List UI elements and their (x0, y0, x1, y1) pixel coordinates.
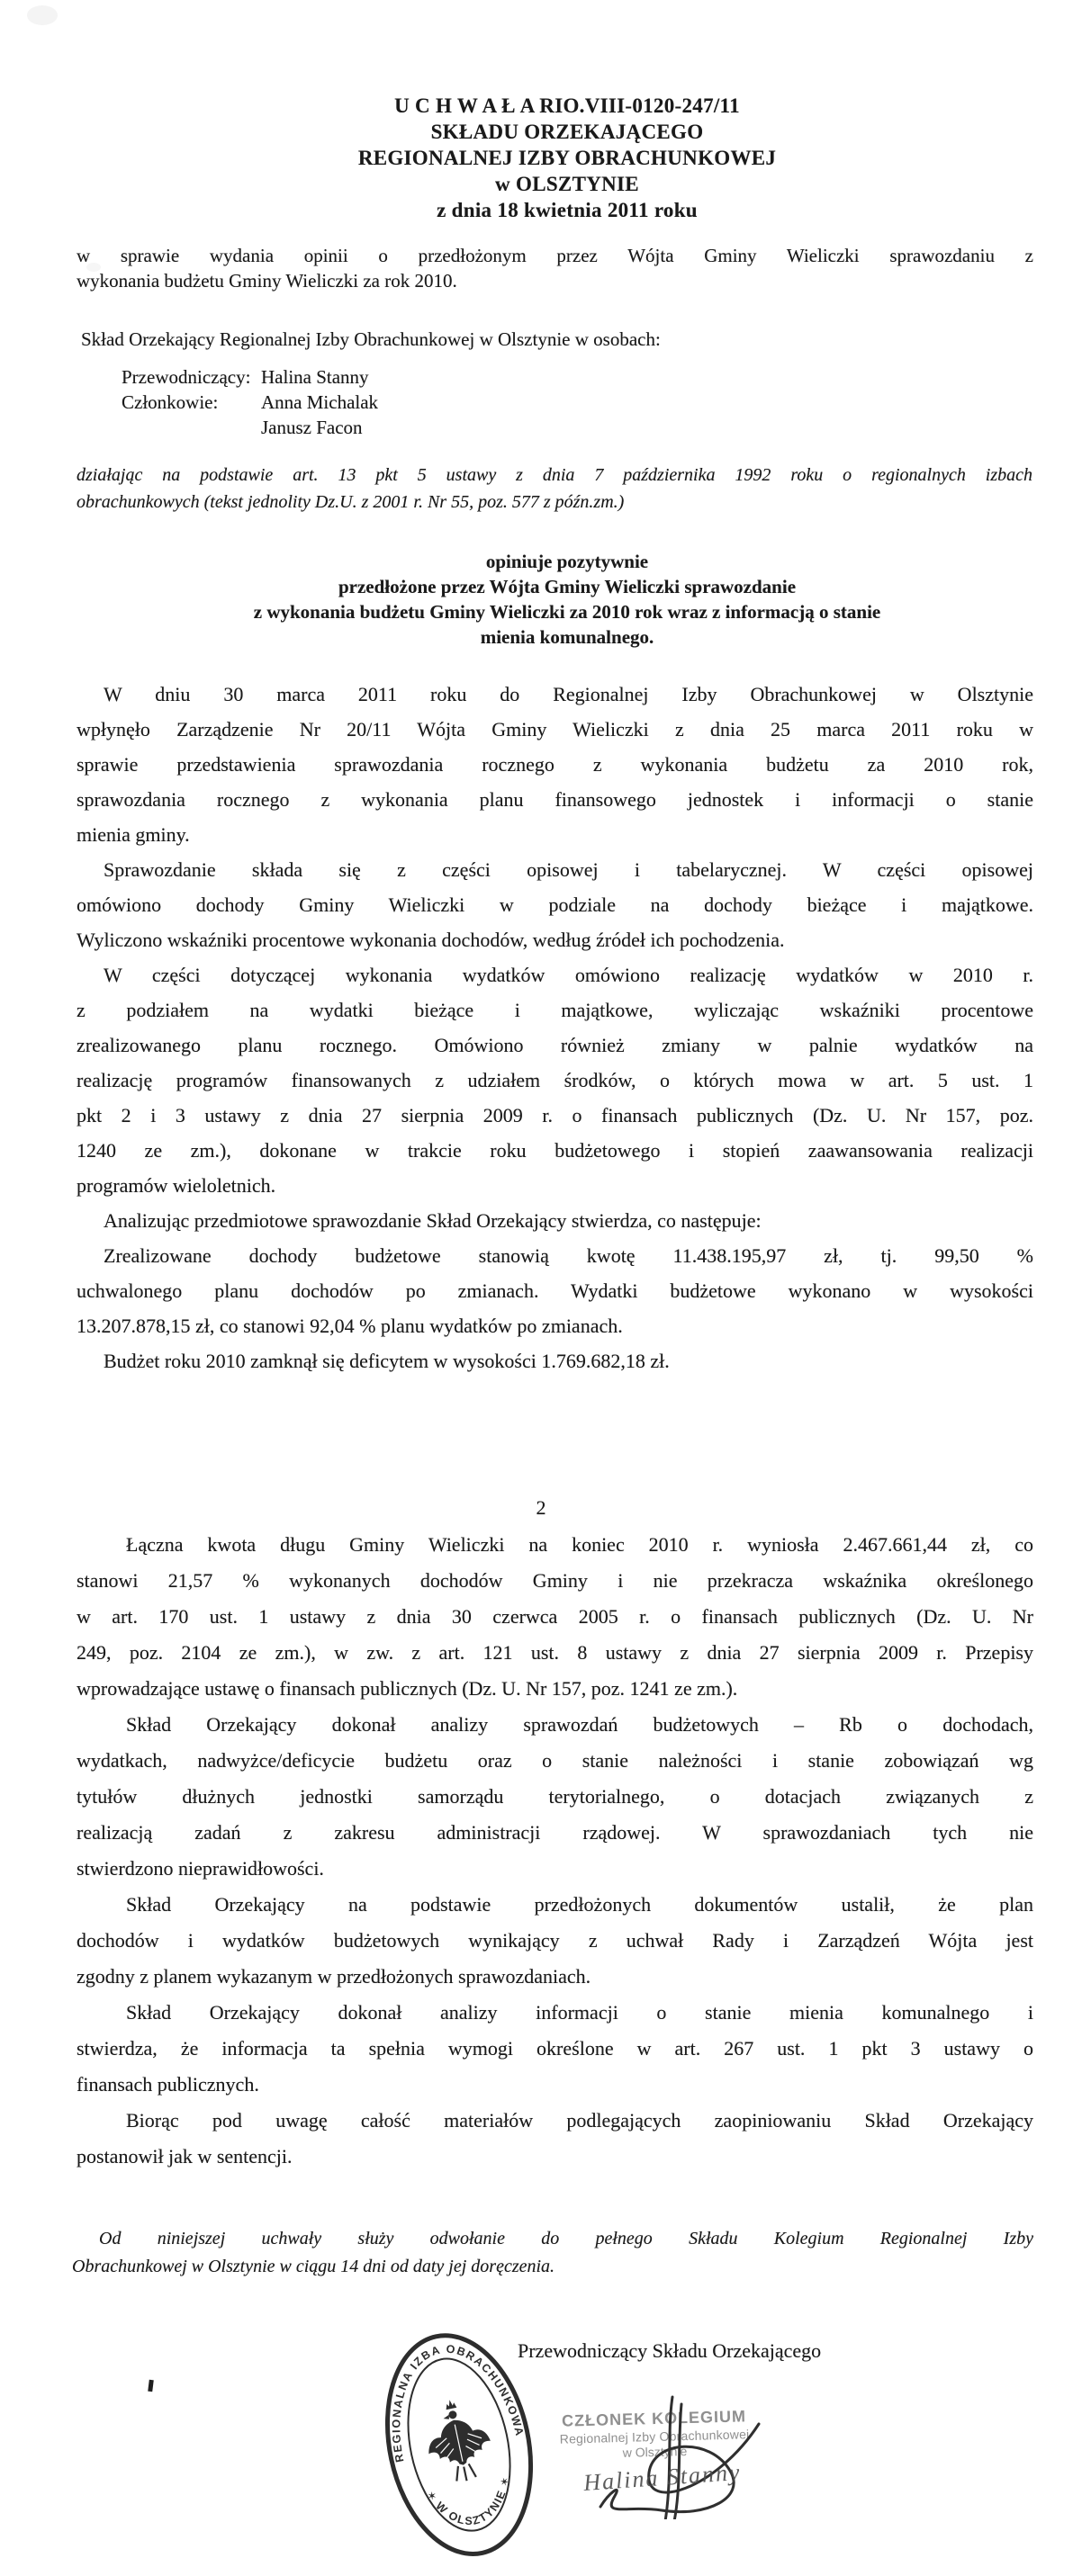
body-paragraph (77, 1995, 1033, 2103)
body-page2 (77, 1527, 1033, 2175)
member-name: Janusz Facon (261, 417, 363, 438)
body-paragraph (77, 1887, 1033, 1995)
body-line: w art. 170 ust. 1 ustawy z dnia 30 czerwca 2005 r. o finansach publicznych (Dz. U. Nr (77, 1605, 1033, 1628)
body-paragraph (77, 852, 1033, 957)
body-paragraph (77, 1707, 1033, 1887)
body-line: stwierdzono nieprawidłowości. (77, 1857, 324, 1880)
svg-text:✶ W OLSZTYNIE ✶ (422, 2472, 520, 2536)
body-line: Analizując przedmiotowe sprawozdanie Skład Orzekający stwierdza, co następuje: (104, 1209, 762, 1232)
body-line: stwierdza, że informacja ta spełnia wymogi określone w art. 267 ust. 1 pkt 3 ustawy o (77, 2037, 1033, 2060)
body-line: Sprawozdanie składa się z części opisowej i tabelarycznej. W części opisowej (104, 858, 1033, 881)
body-line: Skład Orzekający dokonał analizy sprawozdań budżetowych – Rb o dochodach, (126, 1713, 1033, 1736)
body-line: finansach publicznych. (77, 2073, 259, 2096)
panel-members (122, 364, 662, 440)
body-line: omówiono dochody Gminy Wieliczki w podziale na dochody bieżące i majątkowe. (77, 893, 1033, 916)
subject-line: w sprawie wydania opinii o przedłożonym przez Wójta Gminy Wieliczki sprawozdaniu z (77, 245, 1033, 266)
stamp-top-text: REGIONALNA IZBA OBRACHUNKOWA (390, 2342, 527, 2464)
legal-basis-line: działając na podstawie art. 13 pkt 5 ustawy z dnia 7 października 1992 roku o regionalnych izbach (77, 465, 1032, 485)
body-line: mienia gminy. (77, 823, 190, 846)
stamp-bottom-text: ✶ W OLSZTYNIE ✶ (423, 2474, 513, 2528)
resolution-line: przedłożone przez Wójta Gminy Wieliczki sprawozdanie (338, 576, 797, 597)
body-line: Skład Orzekający dokonał analizy informacji o stanie mienia komunalnego i (126, 2001, 1033, 2024)
eagle-icon (419, 2393, 498, 2488)
document-title-line4: w OLSZTYNIE (495, 173, 639, 195)
body-line: sprawie przedstawienia sprawozdania rocznego z wykonania budżetu za 2010 rok, (77, 753, 1033, 776)
signature-title: Przewodniczący Składu Orzekającego (518, 2339, 822, 2362)
body-paragraph (77, 677, 1033, 852)
body-paragraph (77, 1203, 1033, 1238)
appeal-notice (72, 2225, 1033, 2281)
body-line: programów wieloletnich. (77, 1174, 276, 1197)
body-line: realizację programów finansowanych z udziałem środków, o których mowa w art. 5 ust. 1 (77, 1069, 1033, 1091)
resolution-line: z wykonania budżetu Gminy Wieliczki za 2010 rok wraz z informacją o stanie (253, 601, 881, 623)
body-line: z podziałem na wydatki bieżące i majątkowe, wyliczając wskaźniki procentowe (77, 999, 1033, 1021)
body-paragraph (77, 957, 1033, 1203)
body-line: tytułów dłużnych jednostki samorządu terytorialnego, o dotacjach związanych z (77, 1785, 1033, 1808)
body-line: wydatkach, nadwyżce/deficycie budżetu oraz o stanie należności i stanie zobowiązań wg (77, 1749, 1033, 1772)
body-line: stanowi 21,57 % wykonanych dochodów Gminy i nie przekracza wskaźnika określonego (77, 1569, 1033, 1592)
member-name: Anna Michalak (261, 391, 379, 413)
signature-name: Halina Stanny (582, 2458, 743, 2497)
body-line: zgodny z planem wykazanym w przedłożonych sprawozdaniach. (77, 1965, 591, 1988)
member-stamp-line1: CZŁONEK KOLEGIUM (561, 2407, 747, 2430)
handwritten-signature (527, 2386, 824, 2519)
body-line: Zrealizowane dochody budżetowe stanowią kwotę 11.438.195,97 zł, tj. 99,50 % (104, 1244, 1033, 1267)
body-line: wpłynęło Zarządzenie Nr 20/11 Wójta Gminy Wieliczki z dnia 25 marca 2011 roku w (77, 718, 1033, 740)
page-number: 2 (536, 1496, 546, 1519)
body-line: wprowadzające ustawę o finansach publicznych (Dz. U. Nr 157, poz. 1241 ze zm.). (77, 1677, 738, 1700)
panel-row (122, 415, 662, 440)
panel-row (122, 390, 662, 415)
document-title-line3: REGIONALNEJ IZBY OBRACHUNKOWEJ (357, 147, 777, 169)
member-stamp-line3: w Olsztynie (622, 2444, 688, 2460)
member-stamp-line2: Regionalnej Izby Obrachunkowej (559, 2427, 750, 2446)
resolution-line: mienia komunalnego. (480, 626, 654, 648)
legal-basis (77, 462, 1032, 516)
body-line: Biorąc pod uwagę całość materiałów podlegających zaopiniowaniu Skład Orzekający (126, 2109, 1033, 2132)
members-label-spacer (122, 415, 261, 440)
body-line: postanowił jak w sentencji. (77, 2145, 293, 2168)
body-line: 13.207.878,15 zł, co stanowi 92,04 % planu wydatków po zmianach. (77, 1315, 623, 1337)
body-line: 1240 ze zm.), dokonane w trakcie roku budżetowego i stopień zaawansowania realizacji (77, 1139, 1033, 1162)
body-line: pkt 2 i 3 ustawy z dnia 27 sierpnia 2009 r. o finansach publicznych (Dz. U. Nr 157, poz. (77, 1104, 1033, 1126)
resolution-line: opiniuje pozytywnie (485, 551, 649, 572)
resolution-statement (144, 549, 990, 650)
body-line: Wyliczono wskaźniki procentowe wykonania dochodów, według źródeł ich pochodzenia. (77, 929, 785, 951)
panel-intro: Skład Orzekający Regionalnej Izby Obrachunkowej w Olsztynie w osobach: (81, 328, 661, 350)
members-label: Członkowie: (122, 391, 219, 413)
body-line: Łączna kwota długu Gminy Wieliczki na koniec 2010 r. wyniosła 2.467.661,44 zł, co (126, 1533, 1033, 1556)
document-title-line2: SKŁADU ORZEKAJĄCEGO (430, 121, 704, 143)
ink-speck (148, 2380, 154, 2392)
body-line: W dniu 30 marca 2011 roku do Regionalnej Izby Obrachunkowej w Olsztynie (104, 683, 1033, 705)
scan-smudge (27, 5, 58, 25)
body-paragraph (77, 1343, 1033, 1378)
document-title-line1: U C H W A Ł A RIO.VIII-0120-247/11 (394, 94, 740, 117)
body-line: realizacją zadań z zakresu administracji rządowej. W sprawozdaniach tych nie (77, 1821, 1033, 1844)
body-paragraph (77, 1238, 1033, 1343)
document-title (54, 93, 1080, 223)
chairman-name: Halina Stanny (261, 366, 369, 388)
body-paragraph (77, 1527, 1033, 1707)
subject-paragraph (77, 243, 1033, 293)
body-line: zrealizowanego planu rocznego. Omówiono również zmiany w palnie wydatków na (77, 1034, 1033, 1056)
panel-row (122, 364, 662, 390)
document-title-line5: z dnia 18 kwietnia 2011 roku (437, 199, 698, 221)
body-line: Budżet roku 2010 zamknął się deficytem w wysokości 1.769.682,18 zł. (104, 1350, 670, 1372)
body-line: uchwalonego planu dochodów po zmianach. Wydatki budżetowe wykonano w wysokości (77, 1279, 1033, 1302)
body-line: dochodów i wydatków budżetowych wynikający z uchwał Rady i Zarządzeń Wójta jest (77, 1929, 1033, 1952)
body-line: 249, poz. 2104 ze zm.), w zw. z art. 121 ust. 8 ustawy z dnia 27 sierpnia 2009 r. Przepisy (77, 1641, 1033, 1664)
body-line: Skład Orzekający na podstawie przedłożonych dokumentów ustalił, że plan (126, 1893, 1033, 1916)
appeal-line: Od niniejszej uchwały służy odwołanie do pełnego Składu Kolegium Regionalnej Izby (99, 2229, 1033, 2248)
body-paragraph (77, 2103, 1033, 2175)
subject-line: wykonania budżetu Gminy Wieliczki za rok 2010. (77, 270, 457, 292)
body-line: W części dotyczącej wykonania wydatków omówiono realizację wydatków w 2010 r. (104, 964, 1033, 986)
body-line: sprawozdania rocznego z wykonania planu finansowego jednostek i informacji o stanie (77, 788, 1033, 811)
body-page1 (77, 677, 1033, 1378)
legal-basis-line: obrachunkowych (tekst jednolity Dz.U. z 2001 r. Nr 55, poz. 577 z późn.zm.) (77, 492, 625, 512)
chairman-label: Przewodniczący: (122, 366, 251, 388)
appeal-line: Obrachunkowej w Olsztynie w ciągu 14 dni od daty jej doręczenia. (72, 2257, 555, 2276)
